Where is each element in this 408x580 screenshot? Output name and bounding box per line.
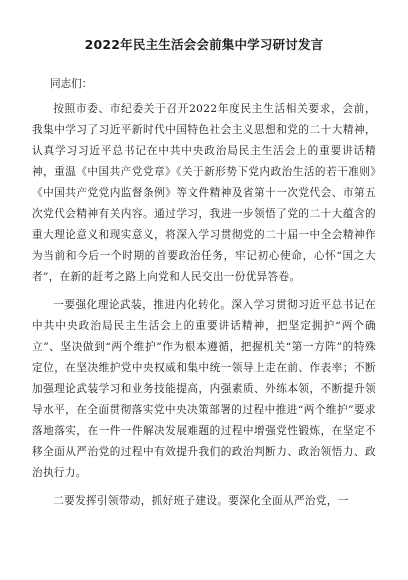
document-title: 2022年民主生活会会前集中学习研讨发言 (84, 37, 324, 52)
paragraph-theory: 一要强化理论武装，推进内化转化。深入学习贯彻习近平总书记在中共中央政治局民主生活会上的重要讲话精神，把坚定拥护“两个确立”、坚决做到“两个维护”作为根本遵循，把握机关“第一方阵”的特殊定位，在坚决维护党中央权威和集中统一领导上走在前、作表率；不断加强理论武装学习和业务技能提高，内强素质、外练本领，不断提升领导水平，在全面贯彻落实党中央决策部署的过程中推进“两个维护”要求落地落实，在一件一件解决发展难题的过程中增强党性锻炼，在坚定不移全面从严治党的过程中有效提升我们的政治判断力、政治领悟力、政治执行力。 (32, 299, 376, 479)
paragraph-intro: 按照市委、市纪委关于召开2022年度民主生活相关要求，会前，我集中学习了习近平新时代中国特色社会主义思想和党的二十大精神，认真学习习近平总书记在中共中央政治局民主生活会上的重要讲话精神，重温《中国共产党党章》《关于新形势下党内政治生活的若干准则》《中国共产党党内监督条例》等文件精神及省第十一次党代会、市第五次党代会精神有关内容。通过学习，我进一步领悟了党的二十大蕴含的重大理论意义和现实意义，将深入学习贯彻党的二十届一中全会精神作为当前和今后一个时期的首要政治任务，牢记初心使命，心怀“国之大者”，在新的赶考之路上向党和人民交出一份优异答卷。 (32, 103, 376, 283)
salutation: 同志们： (50, 78, 93, 90)
paragraph-leadership: 二要发挥引领带动，抓好班子建设。要深化全面从严治党，一 (53, 495, 349, 507)
